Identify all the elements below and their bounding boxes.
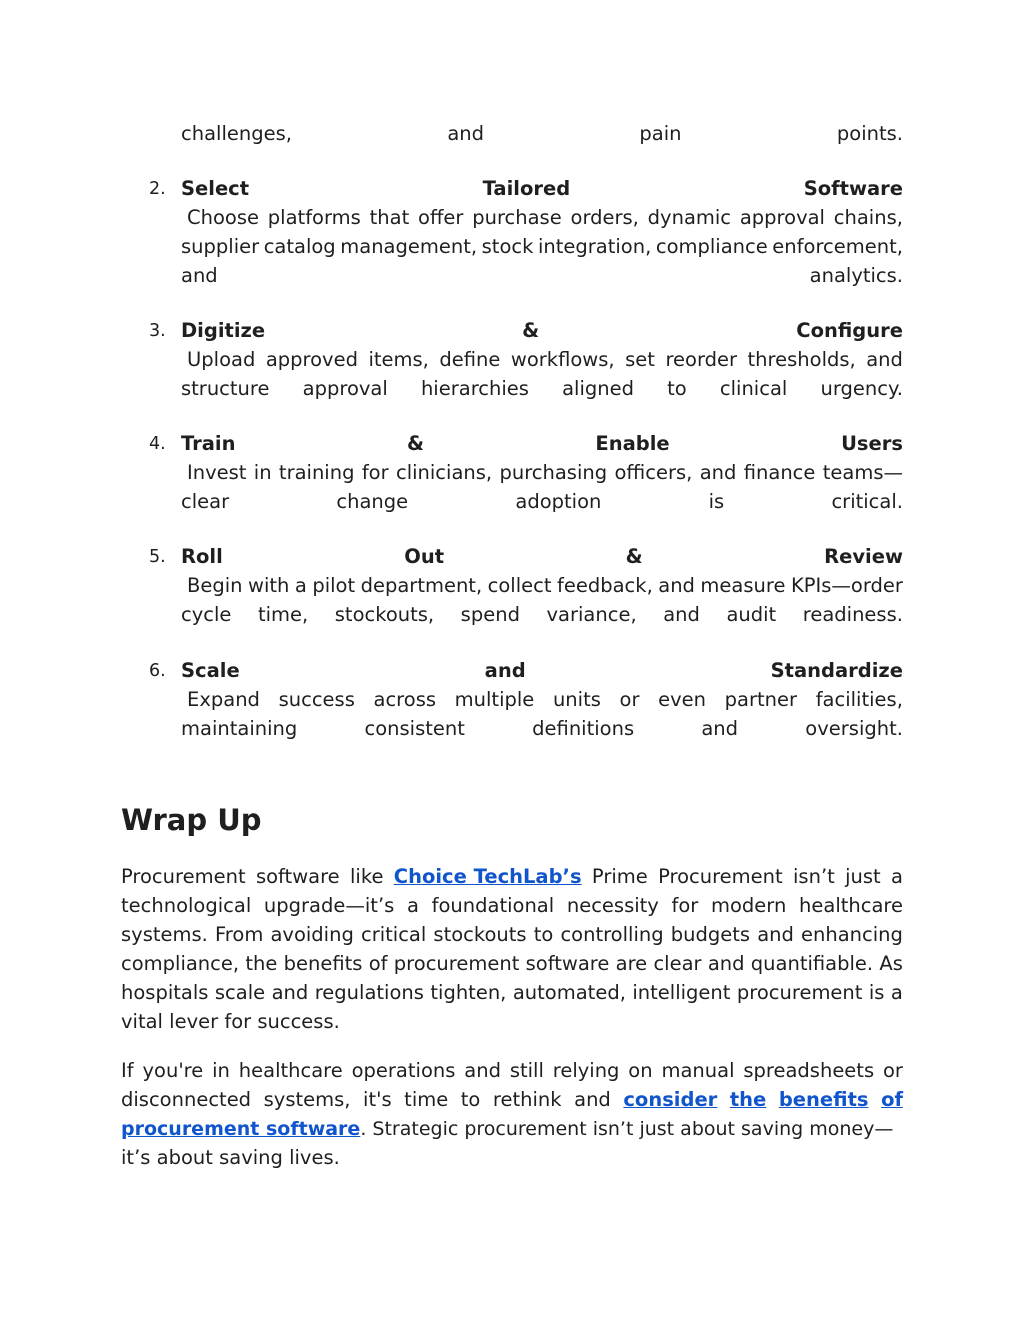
word: stockouts [433,923,527,946]
word: Roll [181,545,223,568]
word: readiness. [802,603,903,626]
step-description-line [181,487,903,516]
word: and [574,1088,611,1111]
benefits-link[interactable]: of [881,1088,903,1111]
word: critical [360,923,427,946]
word: purchase [472,206,562,229]
word: offer [418,206,464,229]
word: reorder [665,348,738,371]
word: units [552,688,601,711]
word: a [890,981,903,1004]
word: and [699,461,737,484]
word: supplier [181,235,260,258]
word: to [460,1088,481,1111]
word: time [404,1088,449,1111]
paragraph-line [121,1085,903,1114]
word: and [181,264,218,287]
word: training [278,461,355,484]
word: Procurement [121,865,246,888]
word: compliance, [121,952,240,975]
word: Configure [796,319,903,342]
word: management, [340,235,478,258]
word: department, [360,574,483,597]
word: measure [700,574,786,597]
word: From [215,923,264,946]
word: in [212,1059,230,1082]
word: approval [739,206,825,229]
word: consistent [364,717,465,740]
step-description-line [181,458,903,487]
word: the [245,952,278,975]
word: define [439,348,501,371]
step-description-line [181,232,903,261]
word: relying [552,1059,620,1082]
step-description-line [181,685,903,714]
step-title [181,656,903,685]
step-title [181,174,903,203]
word: approved [265,348,358,371]
word: catalog [263,235,336,258]
word: a [294,574,307,597]
step-description-line [181,600,903,629]
word: like [350,865,384,888]
word: oversight. [805,717,903,740]
word: clinicians, [395,461,493,484]
word: analytics. [809,264,903,287]
benefits-link[interactable]: procurement software [121,1117,361,1140]
benefits-link[interactable]: benefits [778,1088,869,1111]
word: adoption [515,490,602,513]
word: pain [639,122,682,145]
word: audit [726,603,777,626]
word: Invest [187,461,247,484]
word: Choose [187,206,259,229]
paragraph-line [121,949,903,978]
list-item-continuation [181,119,903,148]
word: and [447,122,485,145]
word: Tailored [482,177,571,200]
word: hierarchies [420,377,529,400]
word: modern [711,894,787,917]
word: to [533,923,554,946]
word: procurement [393,952,520,975]
word: of [368,952,388,975]
word: rethink [492,1088,562,1111]
word: controlling [560,923,664,946]
word: systems. [121,923,208,946]
word: Out [404,545,445,568]
word: just [845,865,881,888]
word: still [509,1059,544,1082]
word: teams— [822,461,903,484]
step-description-line [181,714,903,743]
word: on [628,1059,653,1082]
list-number: 6. [149,660,166,681]
word: scale [214,981,266,1004]
word: finance [743,461,816,484]
word: stockouts, [334,603,435,626]
word: definitions [532,717,635,740]
paragraph-line: it’s about saving lives. [121,1146,340,1169]
word: clear [653,952,702,975]
paragraph-line: vital lever for success. [121,1010,340,1033]
word: spend [460,603,520,626]
word: and [707,952,745,975]
word: and [663,603,700,626]
word: systems, [263,1088,351,1111]
word: you're [142,1059,204,1082]
word: Upload [187,348,256,371]
step-description-line [181,261,903,290]
paragraph-line [121,978,903,1007]
list-number: 2. [149,178,166,199]
section-heading: Wrap Up [121,803,262,837]
word: & [406,432,424,455]
benefits-link[interactable]: consider [623,1088,718,1111]
word: benefits [283,952,363,975]
step-description-line [181,571,903,600]
word: points. [836,122,903,145]
word: clinical [719,377,788,400]
paragraph-line [121,862,903,891]
word: clear [181,490,230,513]
word: across [373,688,437,711]
word: change [336,490,409,513]
word: isn’t [793,865,835,888]
word: necessity [566,894,659,917]
word: intelligent [632,981,731,1004]
choice-techlab-link[interactable]: Choice TechLab’s [393,865,582,888]
word: and [658,574,695,597]
word: software [255,865,340,888]
word: dynamic [647,206,732,229]
word: Prime [591,865,648,888]
paragraph-line [121,1114,893,1143]
word: enforcement, [772,235,903,258]
word: healthcare [799,894,903,917]
word: success [278,688,355,711]
word: Software [803,177,903,200]
paragraph-line [121,1056,903,1085]
word: & [522,319,540,342]
word: Users [841,432,903,455]
word: technological [121,894,252,917]
word: items, [368,348,429,371]
word: multiple [454,688,535,711]
word: aligned [562,377,634,400]
word: is [708,490,725,513]
word: operations [351,1059,456,1082]
word: manual [661,1059,735,1082]
word: structure [181,377,270,400]
word: Train [181,432,236,455]
word: urgency. [820,377,903,400]
word: Expand [187,688,260,711]
word: variance, [546,603,637,626]
word: it's [363,1088,392,1111]
step-title [181,316,903,345]
list-number: 5. [149,546,166,567]
word: KPIs—order [790,574,903,597]
word: collect [487,574,552,597]
word: compliance [655,235,768,258]
word: and [464,1059,501,1082]
step-description-line [181,345,903,374]
word: officers, [614,461,693,484]
list-number: 3. [149,320,166,341]
word: with [248,574,290,597]
word: time, [257,603,309,626]
word: purchasing [499,461,608,484]
word: to [667,377,687,400]
word: integration, [537,235,652,258]
word: orders, [570,206,639,229]
word: approval [302,377,388,400]
paragraph-line [121,920,903,949]
word: As [879,952,903,975]
word: maintaining [181,717,298,740]
word: for [671,894,699,917]
word: healthcare [238,1059,343,1082]
paragraph-text: . Strategic procurement isn’t just about saving money— [360,1117,894,1140]
word: stock [481,235,534,258]
word: are [615,952,648,975]
word: procurement [736,981,863,1004]
word: critical. [831,490,903,513]
benefits-link[interactable]: the [729,1088,767,1111]
word: Review [824,545,903,568]
word: budgets [670,923,751,946]
list-number: 4. [149,433,166,454]
word: even [658,688,707,711]
word: chains, [833,206,903,229]
word: or [619,688,640,711]
word: cycle [181,603,232,626]
word: disconnected [121,1088,252,1111]
word: Scale [181,659,240,682]
word: regulations [314,981,424,1004]
word: software [525,952,610,975]
word: facilities, [815,688,903,711]
word: spreadsheets [743,1059,875,1082]
word: in [253,461,272,484]
word: or [882,1059,903,1082]
word: enhancing [801,923,903,946]
word: challenges, [181,122,292,145]
word: foundational [431,894,555,917]
word: workflows, [510,348,615,371]
word: partner [724,688,798,711]
word: set [625,348,655,371]
word: and [757,923,794,946]
word: thresholds, [747,348,856,371]
word: hospitals [121,981,209,1004]
word: Digitize [181,319,266,342]
step-title [181,429,903,458]
word: automated, [512,981,626,1004]
word: for [361,461,389,484]
word: a [891,865,903,888]
step-title [181,542,903,571]
step-description-line [181,203,903,232]
word: If [121,1059,134,1082]
word: avoiding [270,923,354,946]
paragraph-line [121,891,903,920]
word: feedback, [556,574,653,597]
word: Standardize [770,659,903,682]
word: Begin [187,574,243,597]
word: Select [181,177,250,200]
word: & [625,545,643,568]
word: and [484,659,526,682]
word: and [866,348,903,371]
word: quantifiable. [750,952,874,975]
word: that [369,206,410,229]
word: upgrade—it’s [263,894,395,917]
word: Procurement [658,865,783,888]
word: tighten, [430,981,507,1004]
word: pilot [312,574,356,597]
word: and [701,717,739,740]
word: is [868,981,885,1004]
word: Enable [595,432,670,455]
word: platforms [267,206,361,229]
word: and [271,981,309,1004]
word: a [406,894,419,917]
step-description-line [181,374,903,403]
